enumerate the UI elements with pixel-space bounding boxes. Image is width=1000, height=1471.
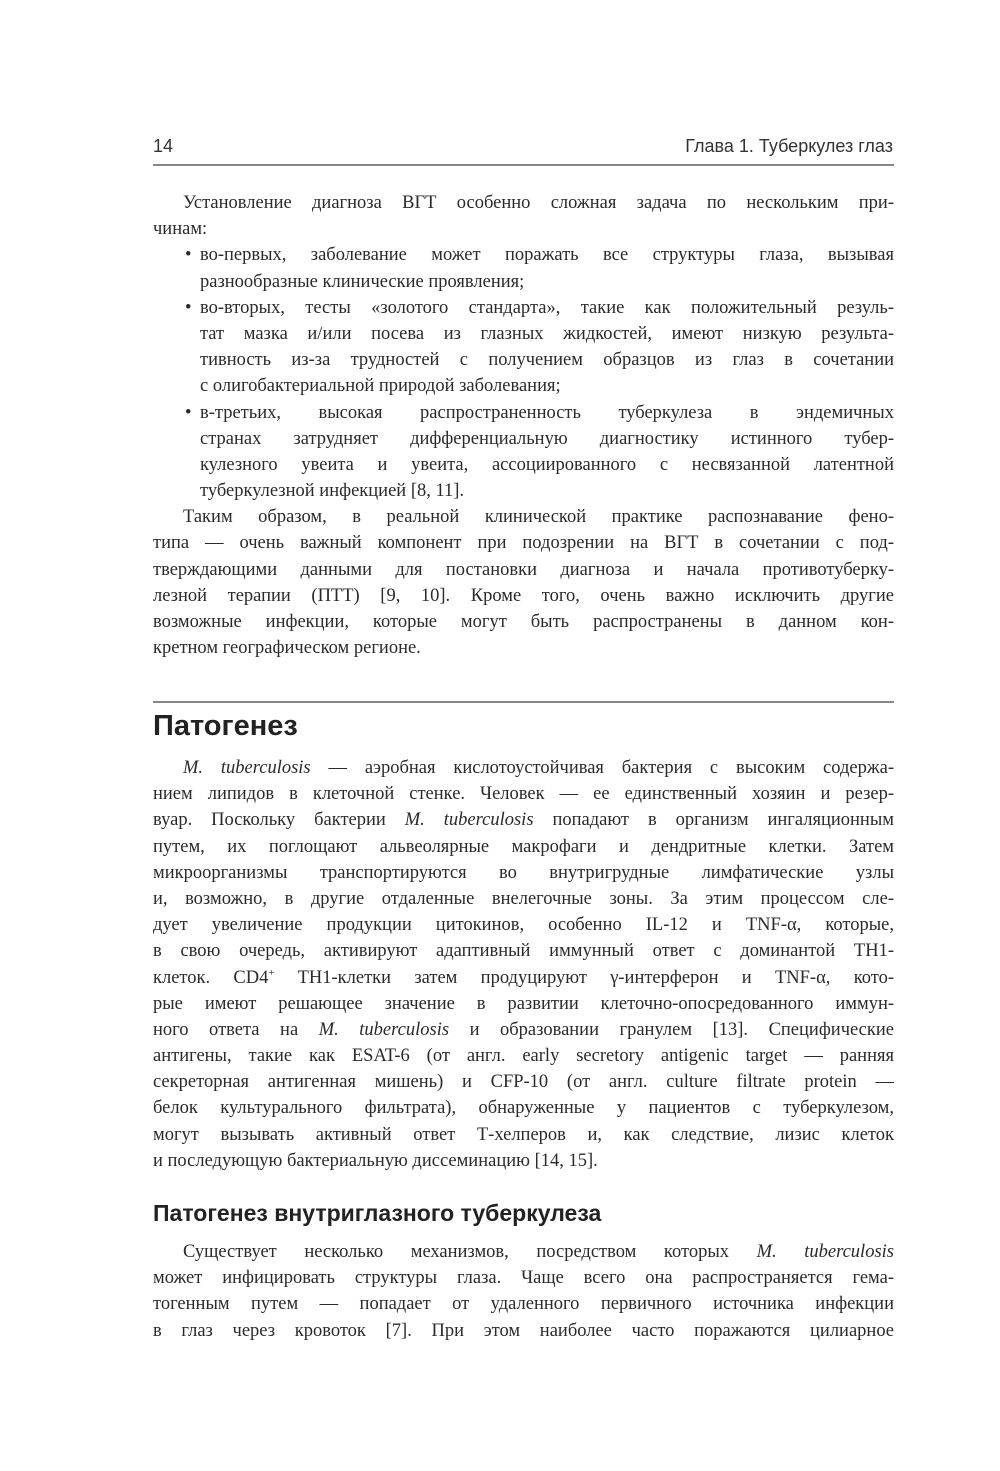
text-run: — аэробная кислотоустойчивая бактерия с высоким содержа- xyxy=(310,758,894,778)
text-line xyxy=(153,1043,894,1069)
text-line xyxy=(153,938,894,964)
text-line xyxy=(153,912,894,938)
text-run: антигены, такие как ESAT-6 (от англ. early secretory antigenic target — ранняя xyxy=(153,1046,894,1067)
text-line xyxy=(153,609,894,635)
text-run: M. tuberculosis xyxy=(318,1019,450,1040)
text-run: в-третьих, высокая распространенность туберкулеза в эндемичных xyxy=(200,402,894,423)
bullet-item xyxy=(153,295,894,400)
text-line xyxy=(153,504,894,530)
bullet-icon: • xyxy=(185,297,192,318)
text-run: вуар. Поскольку бактерии xyxy=(153,810,405,831)
text-run: чинам: xyxy=(153,219,208,240)
text-line xyxy=(153,1095,894,1121)
text-run: странах затрудняет дифференциальную диагностику истинного тубер- xyxy=(200,428,894,449)
text-run: TH1-клетки затем продуцируют γ-интерферон и TNF-α, кото- xyxy=(274,967,894,988)
text-run: секреторная антигенная мишень) и CFP-10 (от англ. culture filtrate protein — xyxy=(153,1072,894,1093)
section-heading: Патогенез xyxy=(153,710,298,742)
text-run: M. tuberculosis xyxy=(404,810,534,831)
text-line xyxy=(153,755,894,781)
text-run: + xyxy=(268,966,275,979)
text-run: путем, их поглощают альвеолярные макрофаги и дендритные клетки. Затем xyxy=(153,836,894,857)
text-run: тогенным путем — попадает от удаленного первичного источника инфекции xyxy=(153,1294,894,1315)
text-run: и образовании гранулем [13]. Специфические xyxy=(449,1019,894,1040)
text-line xyxy=(153,860,894,886)
text-run: рые имеют решающее значение в развитии клеточно-опосредованного иммун- xyxy=(153,993,894,1014)
text-run: M. tuberculosis xyxy=(183,758,311,778)
bullet-item xyxy=(153,400,894,505)
text-run: клеток. CD4 xyxy=(153,967,269,988)
text-run: во-первых, заболевание может поражать все структуры глаза, вызывая xyxy=(200,245,894,266)
text-run: попадают в организм ингаляционным xyxy=(533,810,894,831)
text-line xyxy=(153,583,894,609)
bullet-item xyxy=(153,242,894,294)
text-run: в свою очередь, активируют адаптивный иммунный ответ с доминантой TH1- xyxy=(153,941,894,962)
text-line xyxy=(153,991,894,1017)
text-line xyxy=(153,635,894,661)
text-line xyxy=(153,1122,894,1148)
text-line xyxy=(153,834,894,860)
text-run: возможные инфекции, которые могут быть распространены в данном кон- xyxy=(153,612,894,632)
text-run: белок культурального фильтрата), обнаруженные у пациентов с туберкулезом, xyxy=(153,1098,894,1119)
text-run: туберкулезной инфекцией [8, 11]. xyxy=(200,481,465,502)
running-header xyxy=(153,136,893,162)
text-line xyxy=(153,1318,894,1344)
text-run: микроорганизмы транспортируются во внутригрудные лимфатические узлы xyxy=(153,862,894,883)
text-line xyxy=(200,478,894,504)
text-line xyxy=(200,426,894,452)
text-line xyxy=(200,295,894,321)
text-line xyxy=(200,373,894,399)
text-run: кретном географическом регионе. xyxy=(153,638,421,659)
text-line xyxy=(153,1017,894,1043)
text-run: и последующую бактериальную диссеминацию [14, 15]. xyxy=(153,1150,598,1171)
intraocular-pathogenesis-paragraph xyxy=(153,1239,894,1344)
text-run: лезной терапии (ПТТ) [9, 10]. Кроме того, очень важно исключить другие xyxy=(153,585,894,606)
text-run: в глаз через кровоток [7]. При этом наиболее часто поражаются цилиарное xyxy=(153,1320,894,1341)
pathogenesis-paragraph xyxy=(153,755,894,1174)
text-line xyxy=(153,1265,894,1291)
bullet-icon: • xyxy=(185,402,192,423)
text-line xyxy=(153,530,894,556)
text-run: тверждающими данными для постановки диагноза и начала противотуберку- xyxy=(153,559,894,580)
page-number: 14 xyxy=(153,136,174,156)
text-run: тат мазка и/или посева из глазных жидкостей, имеют низкую результа- xyxy=(200,323,894,344)
text-line xyxy=(200,321,894,347)
text-line xyxy=(153,886,894,912)
text-line xyxy=(153,1069,894,1095)
text-line xyxy=(153,216,894,242)
text-line xyxy=(153,807,894,833)
text-line xyxy=(153,557,894,583)
text-run: типа — очень важный компонент при подозрении на ВГТ в сочетании с под- xyxy=(153,533,894,554)
text-line xyxy=(200,347,894,373)
text-run: могут вызывать активный ответ Т-хелперов и, как следствие, лизис клеток xyxy=(153,1124,894,1145)
text-line xyxy=(200,242,894,268)
text-line xyxy=(153,965,894,991)
text-run: M. tuberculosis xyxy=(756,1242,894,1262)
text-run: тивность из-за трудностей с получением образцов из глаз в сочетании xyxy=(200,350,894,371)
text-run: Существует несколько механизмов, посредством которых xyxy=(183,1242,757,1262)
section-rule xyxy=(153,701,894,703)
text-run: кулезного увеита и увеита, ассоциированного с несвязанной латентной xyxy=(200,454,894,475)
header-rule xyxy=(153,164,894,166)
text-run: с олигобактериальной природой заболевания; xyxy=(200,376,561,397)
text-run: нием липидов в клеточной стенке. Человек — ее единственный хозяин и резер- xyxy=(153,784,894,805)
subsection-heading: Патогенез внутриглазного туберкулеза xyxy=(153,1200,602,1226)
intro-section xyxy=(153,190,894,661)
text-line xyxy=(200,269,894,295)
text-line xyxy=(153,781,894,807)
text-line xyxy=(200,452,894,478)
text-run: во-вторых, тесты «золотого стандарта», такие как положительный резуль- xyxy=(200,297,894,318)
text-run: ного ответа на xyxy=(153,1019,319,1040)
text-line xyxy=(153,190,894,216)
text-line xyxy=(153,1291,894,1317)
text-run: Установление диагноза ВГТ особенно сложная задача по нескольким при- xyxy=(183,193,894,213)
chapter-title: Глава 1. Туберкулез глаз xyxy=(685,136,893,156)
text-run: может инфицировать структуры глаза. Чаще всего она распространяется гема- xyxy=(153,1268,894,1289)
text-run: дует увеличение продукции цитокинов, особенно IL-12 и TNF-α, которые, xyxy=(153,915,894,936)
text-line xyxy=(153,1239,894,1265)
text-line xyxy=(153,1148,894,1174)
bullet-icon: • xyxy=(185,245,192,266)
text-run: Таким образом, в реальной клинической практике распознавание фено- xyxy=(183,507,894,528)
text-run: и, возможно, в другие отдаленные внелегочные зоны. За этим процессом сле- xyxy=(153,888,894,909)
text-line xyxy=(200,400,894,426)
text-run: разнообразные клинические проявления; xyxy=(200,271,525,292)
